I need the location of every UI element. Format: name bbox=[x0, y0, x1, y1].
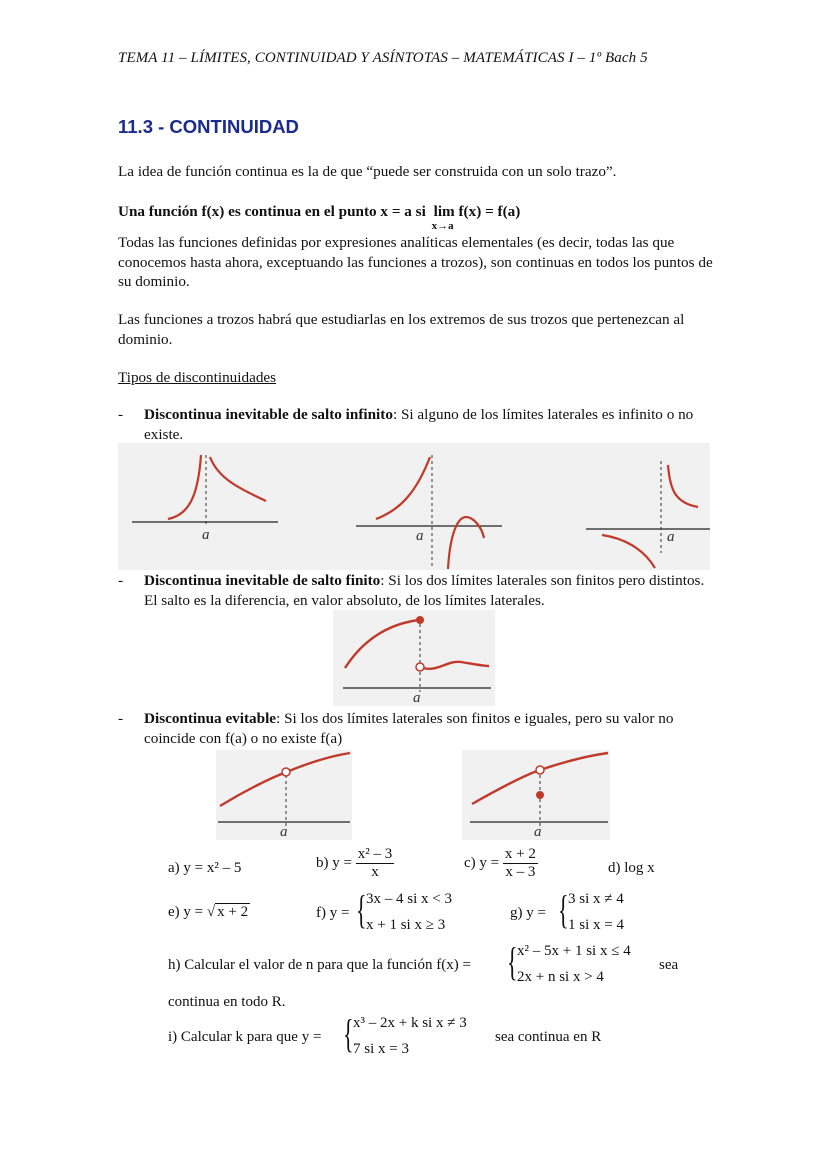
type-term: Discontinua evitable bbox=[144, 710, 277, 727]
infinite-jump-graphs bbox=[118, 443, 710, 570]
exercise-h-suffix: sea bbox=[659, 957, 679, 973]
exercise-g-row2: 1 si x = 4 bbox=[568, 917, 624, 933]
type-removable bbox=[144, 709, 719, 749]
brace: { bbox=[343, 1011, 354, 1056]
exercise-h-continuation: continua en todo R. bbox=[168, 994, 286, 1010]
exercise-e: e) y = √ x + 2 bbox=[168, 904, 249, 920]
bullet-dash: - bbox=[118, 710, 124, 727]
exercise-f-label: f) y = bbox=[316, 905, 350, 921]
fraction-denominator: x – 3 bbox=[505, 864, 536, 880]
paragraph-piecewise: Las funciones a trozos habrá que estudiarlas en los extremos de sus trozos que pertenezcan al dominio. bbox=[118, 311, 685, 348]
exercise-i-row1: x³ – 2x + k si x ≠ 3 bbox=[353, 1015, 467, 1031]
graph-2 bbox=[356, 455, 502, 569]
brace: { bbox=[558, 887, 569, 932]
axis-label-a: a bbox=[667, 529, 675, 545]
graph-3 bbox=[586, 461, 710, 568]
exercise-g-row1: 3 si x ≠ 4 bbox=[568, 891, 624, 907]
exercise-h-label: h) Calcular el valor de n para que la función f(x) = bbox=[168, 957, 471, 973]
figure-removable-2 bbox=[462, 750, 610, 840]
type-desc: : Si los dos límites laterales son finitos e iguales, pero su valor no coincide con f(a) o no existe f(a) bbox=[144, 710, 674, 747]
figure-removable-1 bbox=[216, 750, 352, 840]
exercise-b bbox=[316, 846, 394, 881]
exercise-g-label: g) y = bbox=[510, 905, 546, 921]
type-term: Discontinua inevitable de salto infinito bbox=[144, 406, 393, 423]
type-desc: : Si alguno de los límites laterales es infinito o no existe. bbox=[144, 406, 694, 443]
figure-finite-jump bbox=[333, 610, 495, 706]
axis-label-a: a bbox=[202, 527, 210, 543]
intro-paragraph: La idea de función continua es la de que “puede ser construida con un solo trazo”. bbox=[118, 163, 617, 180]
exercise-h-row2: 2x + n si x > 4 bbox=[517, 969, 604, 985]
bullet-dash: - bbox=[118, 572, 124, 589]
finite-jump-graph bbox=[333, 610, 495, 706]
bullet-dash: - bbox=[118, 406, 124, 423]
axis-label-a: a bbox=[413, 690, 421, 706]
paragraph-elementary: Todas las funciones definidas por expresiones analíticas elementales (es decir, todas las que conocemos hasta ahora, exceptuando las funciones a trozos), son continuas en todos los puntos de su dominio. bbox=[118, 234, 713, 290]
exercise-d: d) log x bbox=[608, 860, 655, 876]
fraction-numerator: x + 2 bbox=[504, 846, 536, 862]
figure-infinite-jump bbox=[118, 443, 710, 570]
exercise-f-row1: 3x – 4 si x < 3 bbox=[366, 891, 452, 907]
exercise-i-label: i) Calcular k para que y = bbox=[168, 1029, 322, 1045]
axis-label-a: a bbox=[416, 528, 424, 544]
type-finite-jump bbox=[144, 571, 719, 611]
type-desc: : Si los dos límites laterales son finitos pero distintos. El salto es la diferencia, en valor absoluto, de los límites laterales. bbox=[144, 572, 705, 609]
exercise-c bbox=[464, 846, 538, 881]
axis-label-a: a bbox=[280, 824, 288, 840]
type-infinite-jump bbox=[144, 405, 719, 445]
exercise-c-label: c) y = bbox=[464, 854, 500, 871]
brace: { bbox=[507, 939, 518, 984]
page-header: TEMA 11 – LÍMITES, CONTINUIDAD Y ASÍNTOTAS – MATEMÁTICAS I – 1º Bach 5 bbox=[118, 50, 648, 66]
fraction-numerator: x² – 3 bbox=[357, 846, 393, 862]
radicand: x + 2 bbox=[217, 904, 249, 920]
definition bbox=[118, 202, 718, 232]
fraction-denominator: x bbox=[371, 864, 379, 880]
lim-symbol: lim bbox=[433, 203, 455, 220]
exercise-h-row1: x² – 5x + 1 si x ≤ 4 bbox=[517, 943, 631, 959]
removable-graph-displaced bbox=[462, 750, 610, 840]
section-title: 11.3 - CONTINUIDAD bbox=[118, 116, 299, 137]
removable-graph-open bbox=[216, 750, 352, 840]
definition-text: Una función f(x) es continua en el punto x = a si bbox=[118, 203, 426, 220]
exercise-e-label: e) y = bbox=[168, 904, 204, 920]
exercise-i-suffix: sea continua en R bbox=[495, 1029, 602, 1045]
axis-label-a: a bbox=[534, 824, 542, 840]
brace: { bbox=[356, 887, 367, 932]
lim-subscript: x→a bbox=[431, 220, 454, 232]
graph-1 bbox=[132, 455, 278, 543]
definition-rhs: f(x) = f(a) bbox=[458, 203, 521, 220]
type-term: Discontinua inevitable de salto finito bbox=[144, 572, 381, 589]
exercise-f-row2: x + 1 si x ≥ 3 bbox=[366, 917, 446, 933]
types-heading: Tipos de discontinuidades bbox=[118, 369, 277, 386]
exercise-a: a) y = x² – 5 bbox=[168, 860, 242, 876]
exercise-i-row2: 7 si x = 3 bbox=[353, 1041, 409, 1057]
exercise-b-label: b) y = bbox=[316, 854, 352, 871]
